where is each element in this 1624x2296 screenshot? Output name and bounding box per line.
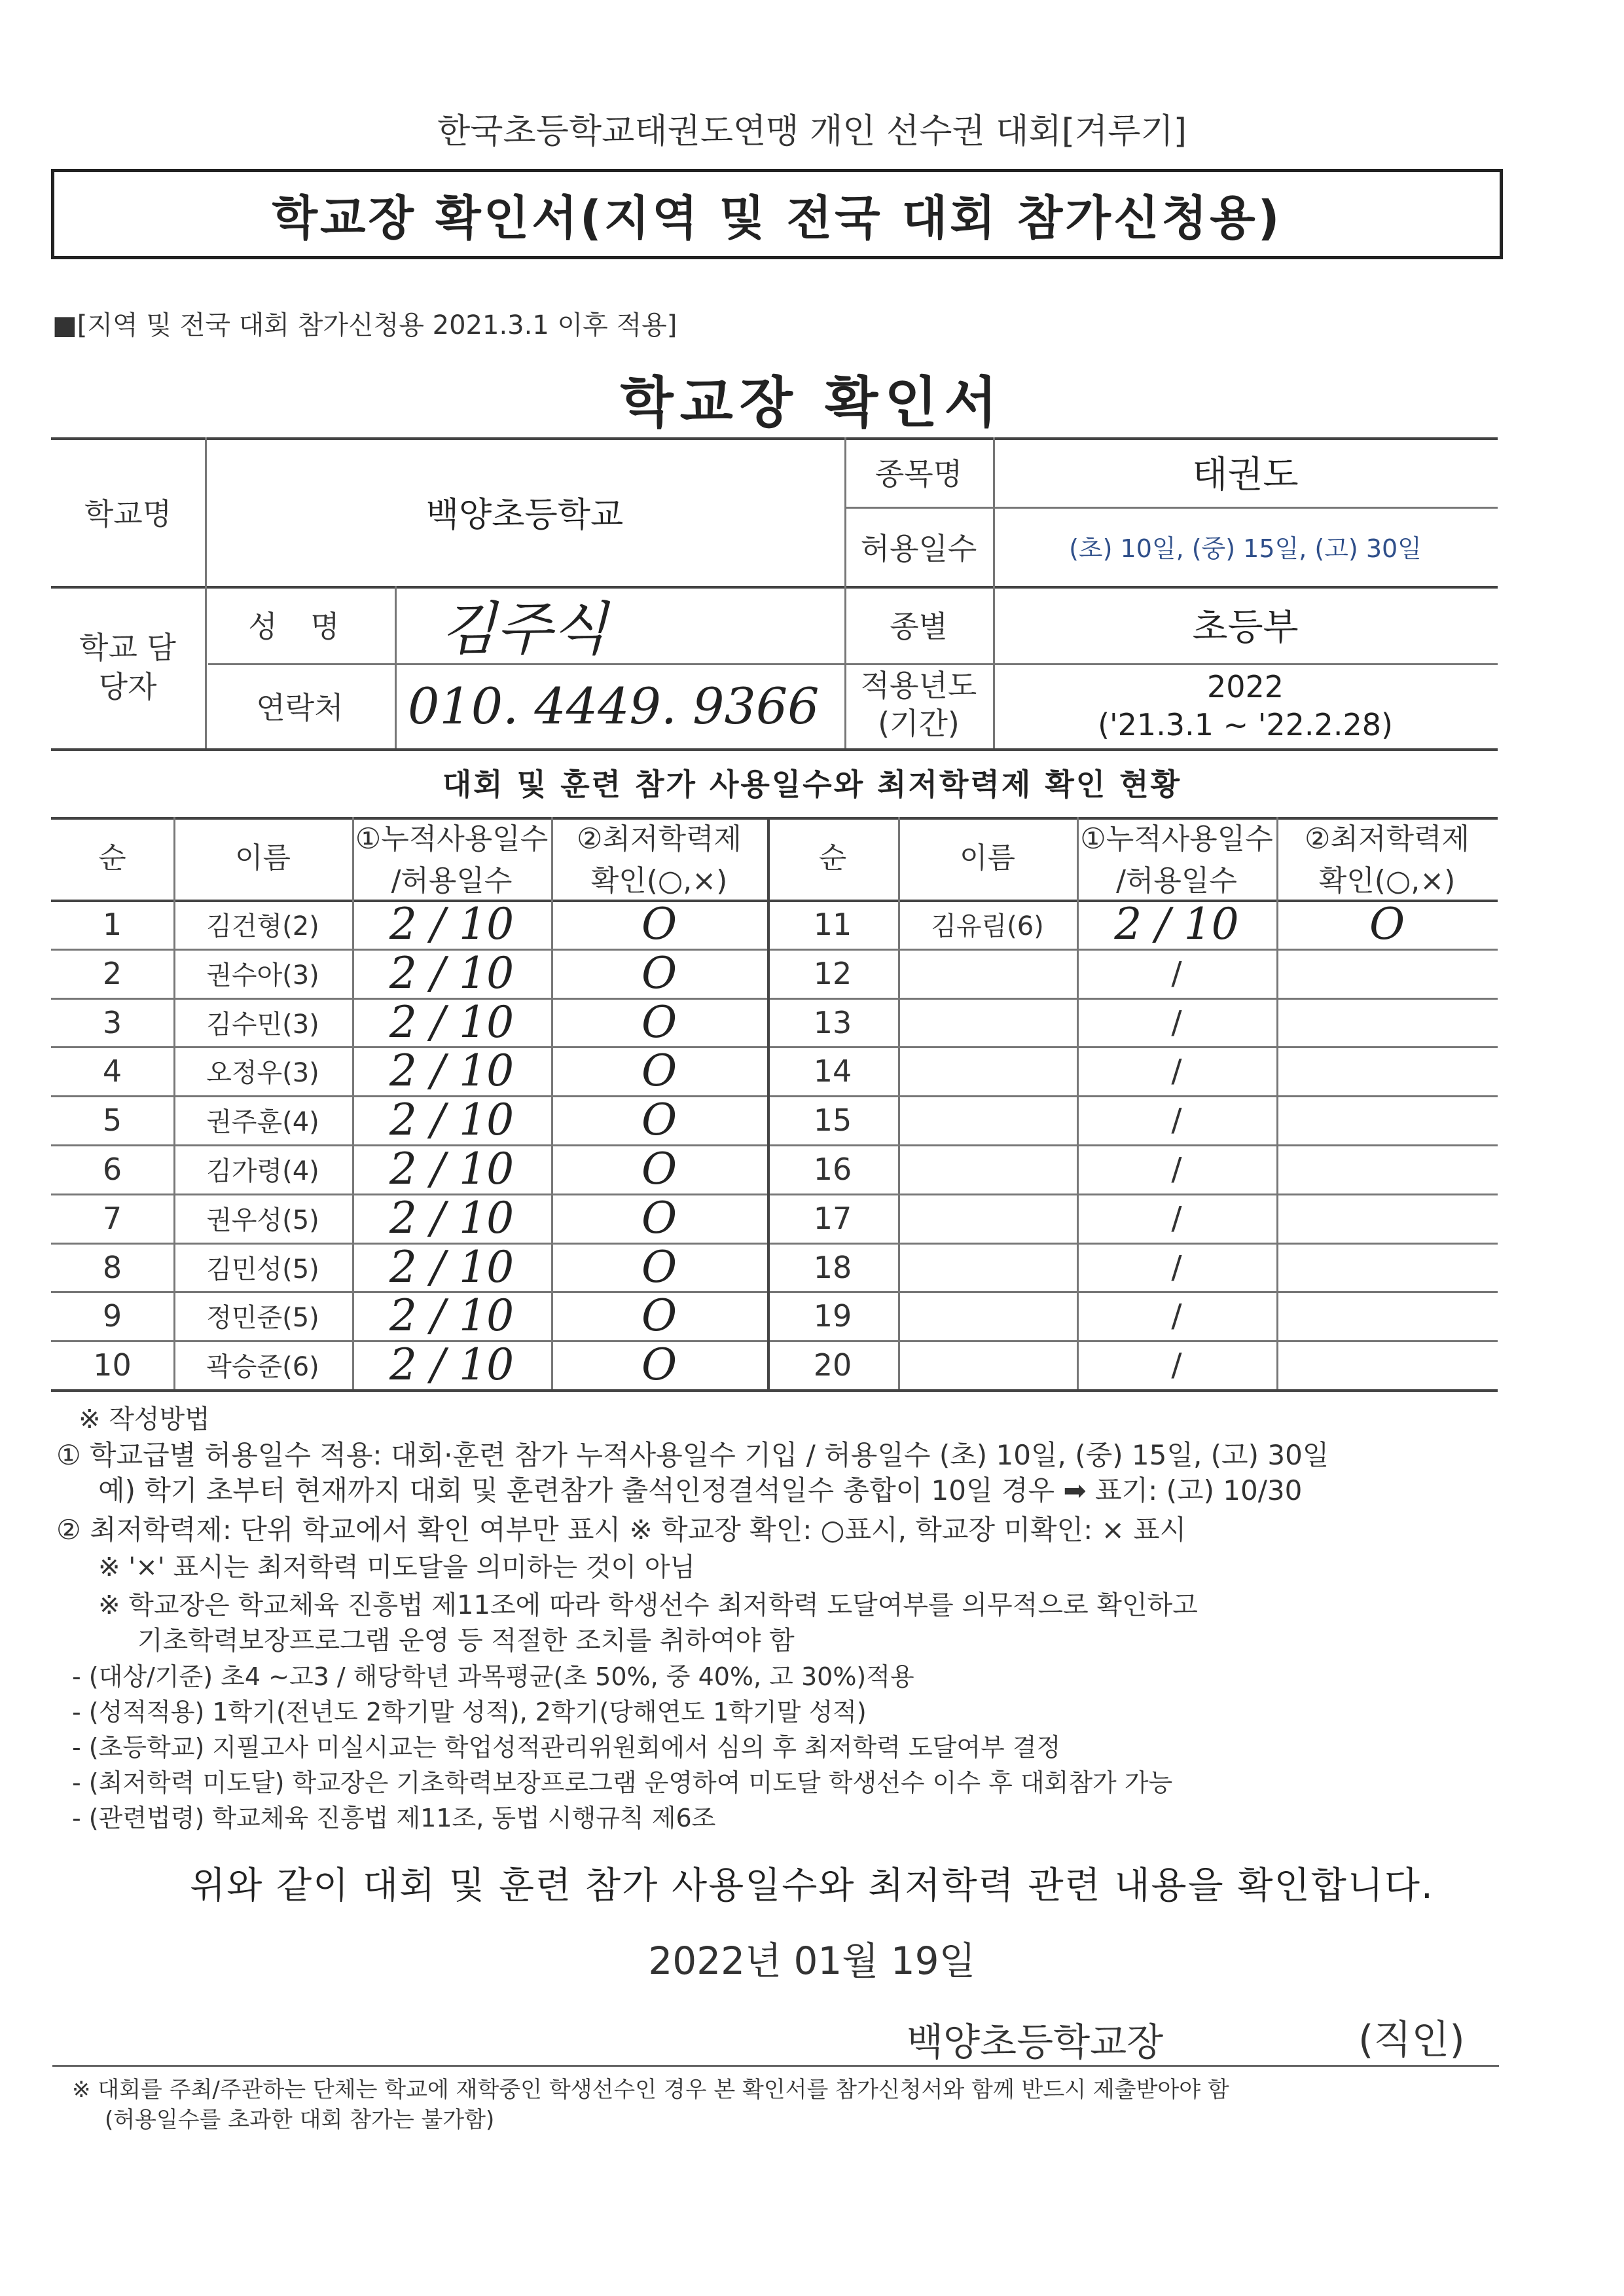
min-academic-check: O xyxy=(641,1290,677,1341)
used-days: 2 / 10 xyxy=(389,1095,514,1145)
used-days: / xyxy=(1171,1101,1182,1139)
section-title: 대회 및 훈련 참가 사용일수와 최저학력제 확인 현황 xyxy=(442,767,1182,802)
student-name: 권수아(3) xyxy=(206,960,319,991)
used-days: / xyxy=(1171,1199,1182,1237)
student-name xyxy=(898,1243,1077,1292)
min-academic-check: O xyxy=(641,1193,677,1243)
row-number: 14 xyxy=(813,1053,852,1089)
used-days: / xyxy=(1171,1346,1182,1383)
school-name-value: 백양초등학교 xyxy=(425,496,624,535)
footnote: ※ 대회를 주최/주관하는 단체는 학교에 재학중인 학생선수인 경우 본 확인서를 참가신청서와 함께 반드시 제출받아야 함 xyxy=(72,2077,1229,2103)
document-title-box: 학교장 확인서(지역 및 전국 대회 참가신청용) xyxy=(51,169,1503,259)
student-name xyxy=(898,1095,1077,1144)
used-days: 2 / 10 xyxy=(389,1339,514,1390)
used-days: / xyxy=(1171,955,1182,992)
header-used-days: ①누적사용일수 /허용일수 xyxy=(355,822,549,898)
apply-year-value: 2022 ('21.3.1 ~ '22.2.28) xyxy=(1098,669,1393,742)
instruction-line: ※ '×' 표시는 최저학력 미도달을 의미하는 것이 아님 xyxy=(98,1552,696,1582)
student-name: 곽승준(6) xyxy=(206,1352,319,1382)
used-days: 2 / 10 xyxy=(1114,899,1239,949)
row-number: 2 xyxy=(102,955,122,991)
used-days: / xyxy=(1171,1004,1182,1041)
student-name xyxy=(898,1144,1077,1194)
row-number: 15 xyxy=(813,1102,852,1138)
student-name: 김건형(2) xyxy=(206,911,319,941)
apply-year-label: 적용년도 (기간) xyxy=(860,668,977,741)
row-number: 19 xyxy=(813,1298,852,1334)
instruction-line: - (관련법령) 학교체육 진흥법 제11조, 동법 시행규칙 제6조 xyxy=(72,1804,716,1832)
row-number: 20 xyxy=(813,1347,852,1383)
used-days: / xyxy=(1171,1150,1182,1188)
category-label: 종별 xyxy=(890,609,948,644)
row-number: 3 xyxy=(102,1004,122,1040)
min-academic-check xyxy=(1276,1144,1498,1194)
student-name xyxy=(898,949,1077,998)
used-days: 2 / 10 xyxy=(389,997,514,1048)
row-number: 5 xyxy=(102,1102,122,1138)
used-days: 2 / 10 xyxy=(389,1242,514,1292)
sport-label: 종목명 xyxy=(875,456,963,492)
min-academic-check xyxy=(1276,998,1498,1047)
staff-name-signature: 김주식 xyxy=(441,595,608,663)
min-academic-check: O xyxy=(641,948,677,998)
allowed-days-value: (초) 10일, (중) 15일, (고) 30일 xyxy=(1069,534,1422,563)
min-academic-check: O xyxy=(641,899,677,949)
row-number: 7 xyxy=(102,1200,122,1236)
used-days: / xyxy=(1171,1297,1182,1334)
sport-value: 태권도 xyxy=(1192,454,1299,496)
min-academic-check xyxy=(1276,949,1498,998)
student-name: 정민준(5) xyxy=(206,1303,319,1333)
row-number: 11 xyxy=(813,906,852,942)
official-seal-label: (직인) xyxy=(1358,2017,1465,2063)
instruction-line: 예) 학기 초부터 현재까지 대회 및 훈련참가 출석인정결석일수 총합이 10일 경우 ➡ 표기: (고) 10/30 xyxy=(98,1474,1303,1506)
student-name: 권주훈(4) xyxy=(206,1107,319,1137)
header-no: 순 xyxy=(98,841,126,875)
min-academic-check xyxy=(1276,1194,1498,1243)
instruction-line: ※ 학교장은 학교체육 진흥법 제11조에 따라 학생선수 최저학력 도달여부를 의무적으로 확인하고 xyxy=(98,1590,1198,1620)
min-academic-check xyxy=(1276,1046,1498,1095)
row-number: 1 xyxy=(102,906,122,942)
row-number: 12 xyxy=(813,955,852,991)
instruction-line: - (대상/기준) 초4 ~고3 / 해당학년 과목평균(초 50%, 중 40%, 고 30%)적용 xyxy=(72,1662,914,1691)
row-number: 10 xyxy=(93,1347,132,1383)
min-academic-check xyxy=(1276,1095,1498,1144)
row-number: 6 xyxy=(102,1151,122,1187)
row-number: 8 xyxy=(102,1249,122,1285)
instruction-line: - (성적적용) 1학기(전년도 2학기말 성적), 2학기(당해연도 1학기말 성적) xyxy=(72,1698,867,1726)
row-number: 9 xyxy=(102,1298,122,1334)
instruction-line: ① 학교급별 허용일수 적용: 대회·훈련 참가 누적사용일수 기입 / 허용일수 (초) 10일, (중) 15일, (고) 30일 xyxy=(56,1439,1329,1471)
student-name: 김민성(5) xyxy=(206,1254,319,1285)
student-name xyxy=(898,1291,1077,1340)
used-days: 2 / 10 xyxy=(389,1290,514,1341)
category-value: 초등부 xyxy=(1192,606,1299,649)
min-academic-check: O xyxy=(641,1242,677,1292)
student-name xyxy=(898,1046,1077,1095)
min-academic-check: O xyxy=(1369,899,1405,949)
staff-label: 학교 담당자 xyxy=(79,630,176,704)
row-number: 18 xyxy=(813,1249,852,1285)
student-name xyxy=(898,998,1077,1047)
min-academic-check: O xyxy=(641,1095,677,1145)
min-academic-check: O xyxy=(641,997,677,1048)
student-name: 김수민(3) xyxy=(206,1010,319,1040)
student-name: 권우성(5) xyxy=(206,1205,319,1235)
min-academic-check xyxy=(1276,1340,1498,1389)
header-name: 이름 xyxy=(959,841,1015,875)
used-days: 2 / 10 xyxy=(389,948,514,998)
issue-date: 2022년 01월 19일 xyxy=(648,1939,976,1983)
name-label: 성 명 xyxy=(248,609,352,644)
main-title: 학교장 확인서 xyxy=(620,371,1004,435)
student-name xyxy=(898,1340,1077,1389)
header-name: 이름 xyxy=(234,841,291,875)
header-no: 순 xyxy=(818,841,847,875)
instruction-line: - (최저학력 미도달) 학교장은 기초학력보장프로그램 운영하여 미도달 학생선수 이수 후 대회참가 가능 xyxy=(72,1768,1173,1797)
min-academic-check xyxy=(1276,1243,1498,1292)
student-name: 김가령(4) xyxy=(206,1156,319,1186)
row-number: 13 xyxy=(813,1004,852,1040)
min-academic-check: O xyxy=(641,1339,677,1390)
used-days: 2 / 10 xyxy=(389,899,514,949)
instructions-heading: ※ 작성방법 xyxy=(79,1404,210,1434)
header-min-academic: ②최저학력제 확인(○,×) xyxy=(1305,822,1470,898)
instruction-line: 기초학력보장프로그램 운영 등 적절한 조치를 취하여야 함 xyxy=(137,1626,795,1656)
header-min-academic: ②최저학력제 확인(○,×) xyxy=(577,822,742,898)
school-name-label: 학교명 xyxy=(84,496,172,532)
header-used-days: ①누적사용일수 /허용일수 xyxy=(1080,822,1273,898)
contact-label: 연락처 xyxy=(256,690,344,725)
min-academic-check: O xyxy=(641,1144,677,1194)
student-name: 김유림(6) xyxy=(931,911,1044,941)
allowed-days-label: 허용일수 xyxy=(860,530,977,566)
instruction-line: - (초등학교) 지필고사 미실시교는 학업성적관리위원회에서 심의 후 최저학력 도달여부 결정 xyxy=(72,1733,1061,1762)
contact-value: 010. 4449. 9366 xyxy=(408,676,820,735)
confirmation-statement: 위와 같이 대회 및 훈련 참가 사용일수와 최저학력 관련 내용을 확인합니다. xyxy=(190,1865,1434,1907)
application-notice: ■[지역 및 전국 대회 참가신청용 2021.3.1 이후 적용] xyxy=(52,310,677,340)
used-days: 2 / 10 xyxy=(389,1046,514,1096)
min-academic-check: O xyxy=(641,1046,677,1096)
row-number: 4 xyxy=(102,1053,122,1089)
row-number: 16 xyxy=(813,1151,852,1187)
min-academic-check xyxy=(1276,1291,1498,1340)
student-name: 오정우(3) xyxy=(206,1058,319,1088)
used-days: / xyxy=(1171,1248,1182,1286)
student-name xyxy=(898,1194,1077,1243)
used-days: 2 / 10 xyxy=(389,1144,514,1194)
competition-title: 한국초등학교태권도연맹 개인 선수권 대회[겨루기] xyxy=(437,112,1187,151)
used-days: 2 / 10 xyxy=(389,1193,514,1243)
row-number: 17 xyxy=(813,1200,852,1236)
used-days: / xyxy=(1171,1052,1182,1089)
footnote: (허용일수를 초과한 대회 참가는 불가함) xyxy=(105,2107,495,2133)
instruction-line: ② 최저학력제: 단위 학교에서 확인 여부만 표시 ※ 학교장 확인: ○표시, 학교장 미확인: × 표시 xyxy=(56,1514,1187,1546)
principal-title: 백양초등학교장 xyxy=(907,2020,1164,2064)
